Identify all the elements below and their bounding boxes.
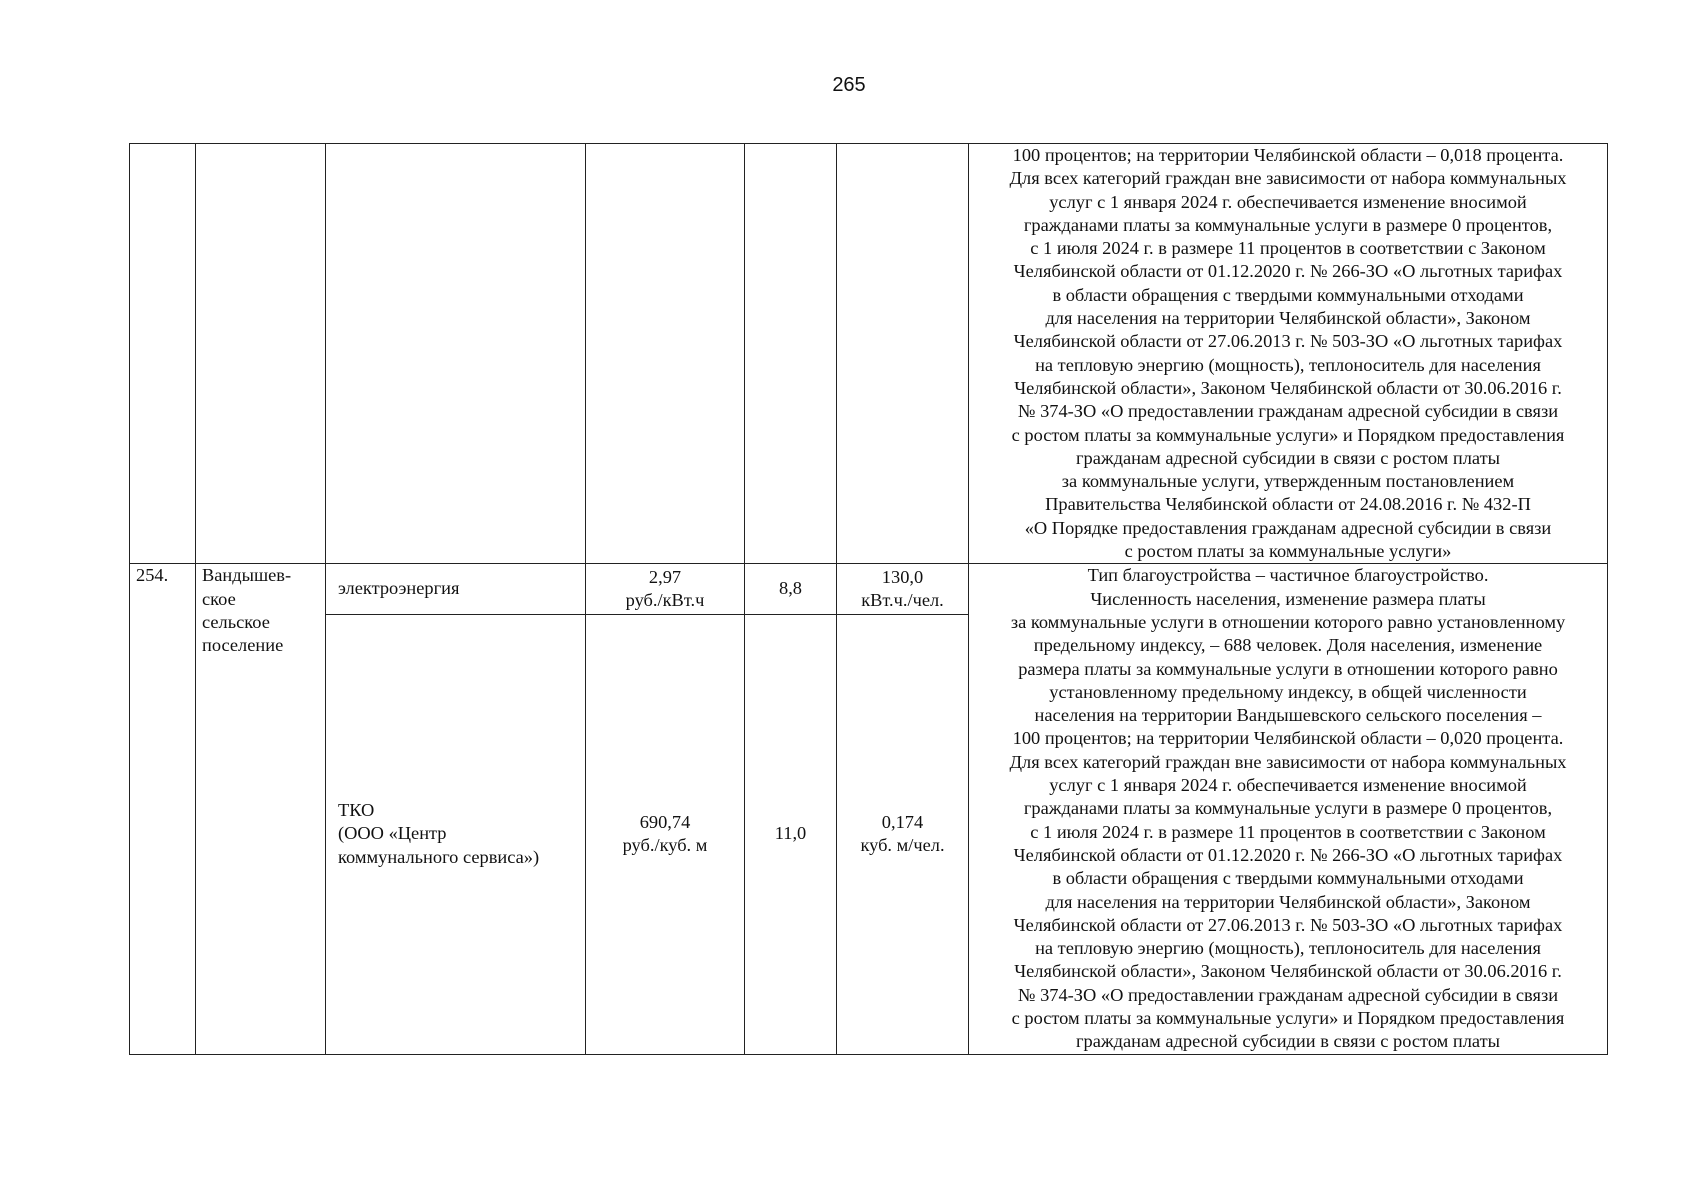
settlement-name-line: Вандышев- [202,565,292,586]
tariff-unit: руб./куб. м [622,835,708,856]
description-line: Для всех категорий граждан вне зависимости от набора коммунальных [1009,751,1567,772]
row-number: 254. [136,565,169,586]
description-line: Правительства Челябинской области от 24.08.2016 г. № 432-П [1045,494,1531,515]
service-name: коммунального сервиса») [338,846,540,867]
continuation-row [130,144,1608,564]
service-name: ТКО [338,800,375,821]
index-cell [745,614,837,1054]
description-line: размера платы за коммунальные услуги в отношении которого равно [1018,658,1558,679]
service-name-cell [326,564,586,614]
description-line: с ростом платы за коммунальные услуги» [1124,541,1452,562]
continuation-service-cell [326,144,586,564]
description-line: в области обращения с твердыми коммунальными отходами [1052,868,1524,889]
tariff-table [129,143,1608,1055]
description-line: гражданами платы за коммунальные услуги в размере 0 процентов, [1023,798,1553,819]
description-line: с ростом платы за коммунальные услуги» и Порядком предоставления [1011,1007,1565,1028]
volume-value: 0,174 [881,811,924,832]
tariff-cell [586,614,745,1054]
description-line: предельному индексу, – 688 человек. Доля населения, изменение [1033,635,1543,656]
description-line: с ростом платы за коммунальные услуги» и Порядком предоставления [1011,424,1565,445]
description-line: с 1 июля 2024 г. в размере 11 процентов в соответствии с Законом [1030,238,1546,259]
index-cell [745,564,837,614]
description-line: услуг с 1 января 2024 г. обеспечивается изменение вносимой [1049,191,1527,212]
description-line: услуг с 1 января 2024 г. обеспечивается изменение вносимой [1049,775,1527,796]
row-254-description-cell [969,564,1608,1054]
settlement-name-line: ское [202,588,236,609]
description-line: Численность населения, изменение размера платы [1090,588,1486,609]
volume-value: 130,0 [881,566,924,587]
settlement-name-line: сельское [202,611,270,632]
row-254-electricity [130,564,1608,614]
description-line: установленному предельному индексу, в общей численности [1049,681,1527,702]
continuation-number-cell [130,144,196,564]
description-line: населения на территории Вандышевского сельского поселения – [1034,705,1542,726]
continuation-tariff-cell [586,144,745,564]
description-line: гражданам адресной субсидии в связи с ростом платы [1075,1031,1500,1052]
description-line: Челябинской области от 01.12.2020 г. № 266-ЗО «О льготных тарифах [1013,261,1563,282]
continuation-description-cell [969,144,1608,564]
description-line: Челябинской области от 01.12.2020 г. № 266-ЗО «О льготных тарифах [1013,844,1563,865]
tariff-value: 2,97 [648,566,682,587]
description-line: № 374-ЗО «О предоставлении гражданам адресной субсидии в связи [1017,984,1559,1005]
description-line: Челябинской области», Законом Челябинской области от 30.06.2016 г. [1014,377,1562,398]
description-line: гражданам адресной субсидии в связи с ростом платы [1075,447,1500,468]
service-name-cell [326,614,586,1054]
volume-unit: кВт.ч./чел. [861,589,944,610]
settlement-name-line: поселение [202,635,284,656]
description-line: 100 процентов; на территории Челябинской области – 0,020 процента. [1012,728,1564,749]
description-line: «О Порядке предоставления гражданам адресной субсидии в связи [1024,517,1552,538]
continuation-volume-cell [837,144,969,564]
volume-cell [837,564,969,614]
settlement-name-cell [196,564,326,1054]
description-line: для населения на территории Челябинской области», Законом [1045,891,1531,912]
index-value: 8,8 [779,578,802,599]
service-name: (ООО «Центр [338,823,447,844]
description-line: на тепловую энергию (мощность), теплоноситель для населения [1035,938,1541,959]
description-line: в области обращения с твердыми коммунальными отходами [1052,284,1524,305]
row-number-cell [130,564,196,1054]
page-number: 265 [832,74,866,96]
service-name: электроэнергия [338,578,460,599]
description-line: Челябинской области от 27.06.2013 г. № 503-ЗО «О льготных тарифах [1013,331,1563,352]
description-line: Тип благоустройства – частичное благоустройство. [1087,565,1489,586]
description-line: для населения на территории Челябинской области», Законом [1045,308,1531,329]
description-line: № 374-ЗО «О предоставлении гражданам адресной субсидии в связи [1017,401,1559,422]
description-line: 100 процентов; на территории Челябинской области – 0,018 процента. [1012,145,1564,165]
tariff-cell [586,564,745,614]
description-line: с 1 июля 2024 г. в размере 11 процентов в соответствии с Законом [1030,821,1546,842]
description-line: за коммунальные услуги, утвержденным постановлением [1061,471,1515,492]
description-line: Челябинской области», Законом Челябинской области от 30.06.2016 г. [1014,961,1562,982]
description-line: гражданами платы за коммунальные услуги в размере 0 процентов, [1023,214,1553,235]
description-line: Челябинской области от 27.06.2013 г. № 503-ЗО «О льготных тарифах [1013,914,1563,935]
description-line: на тепловую энергию (мощность), теплоноситель для населения [1035,354,1541,375]
index-value: 11,0 [774,823,807,844]
description-line: Для всех категорий граждан вне зависимости от набора коммунальных [1009,168,1567,189]
volume-unit: куб. м/чел. [860,835,945,856]
tariff-unit: руб./кВт.ч [625,589,705,610]
tariff-value: 690,74 [639,811,691,832]
continuation-settlement-cell [196,144,326,564]
description-line: за коммунальные услуги в отношении которого равно установленному [1010,611,1566,632]
continuation-index-cell [745,144,837,564]
volume-cell [837,614,969,1054]
